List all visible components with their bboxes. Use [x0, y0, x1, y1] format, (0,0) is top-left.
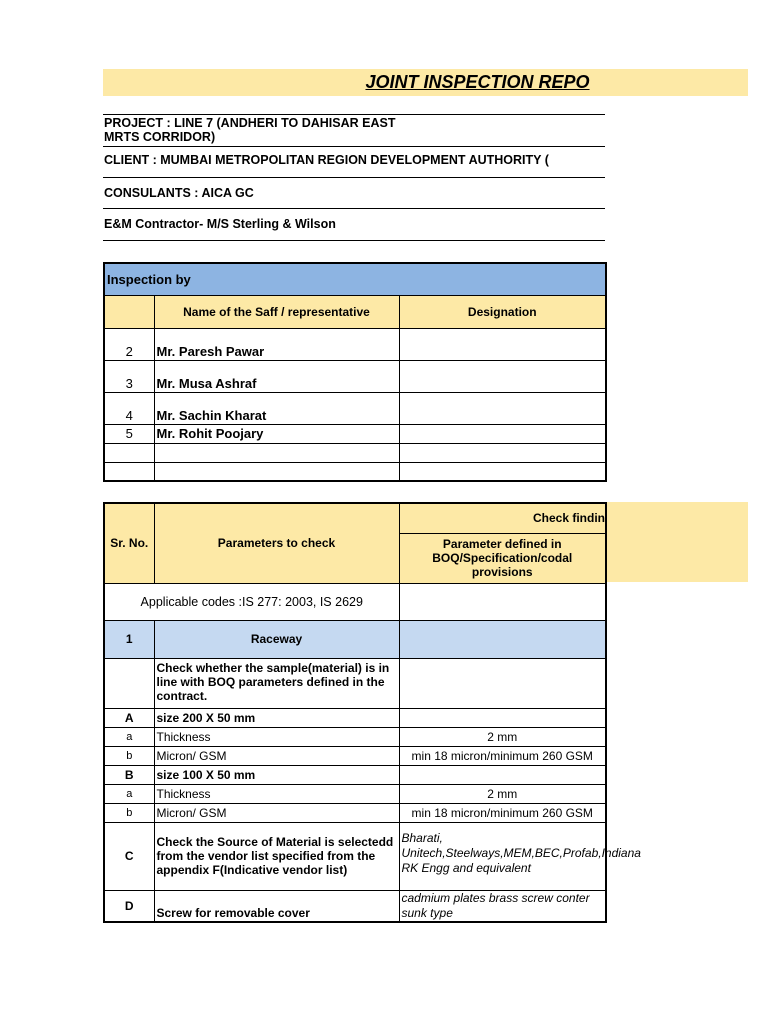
- boq-cell: min 18 micron/minimum 260 GSM: [399, 803, 606, 822]
- section-row: [104, 620, 606, 658]
- table-row: [104, 392, 606, 424]
- table-row: [104, 746, 606, 765]
- staff-name-header: Name of the Saff / representative: [154, 295, 399, 328]
- boq-cell: [399, 708, 606, 727]
- checks-table: [103, 502, 641, 923]
- staff-designation: [399, 424, 606, 443]
- empty-cell: [104, 443, 154, 462]
- row-number: 2: [104, 328, 154, 360]
- sr-cell: b: [104, 803, 154, 822]
- project-line-2: MRTS CORRIDOR): [104, 130, 216, 144]
- contractor-info: E&M Contractor- M/S Sterling & Wilson: [103, 209, 605, 241]
- param-cell: Screw for removable cover: [154, 890, 399, 922]
- client-info: CLIENT : MUMBAI METROPOLITAN REGION DEVELOPMENT AUTHORITY (: [103, 147, 605, 178]
- sr-cell: A: [104, 708, 154, 727]
- applicable-codes: Applicable codes :IS 277: 2003, IS 2629: [104, 583, 399, 620]
- boq-cell: Bharati, Unitech,Steelways,MEM,BEC,Profab,Indiana RK Engg and equivalent: [399, 822, 606, 890]
- section-name: Raceway: [154, 620, 399, 658]
- row-number: 4: [104, 392, 154, 424]
- boq-parameter-header: Parameter defined in BOQ/Specification/codal provisions: [399, 533, 606, 583]
- empty-cell: [399, 583, 606, 620]
- report-title: JOINT INSPECTION REPO: [365, 72, 590, 92]
- table-row: [104, 784, 606, 803]
- inspection-header: Inspection by: [104, 263, 606, 295]
- param-cell: Thickness: [154, 727, 399, 746]
- sr-cell: b: [104, 746, 154, 765]
- table-row: [104, 424, 606, 443]
- sr-cell: a: [104, 784, 154, 803]
- boq-cell: 2 mm: [399, 727, 606, 746]
- row-number: 3: [104, 360, 154, 392]
- param-cell: Check whether the sample(material) is in line with BOQ parameters defined in the contract.: [154, 658, 399, 708]
- boq-cell: [399, 765, 606, 784]
- empty-cell: [399, 443, 606, 462]
- empty-cell: [154, 462, 399, 481]
- consultants-info: CONSULANTS : AICA GC: [103, 178, 605, 209]
- table-row: [104, 708, 606, 727]
- table-row: [104, 328, 606, 360]
- sr-cell: [104, 658, 154, 708]
- boq-cell: [399, 658, 606, 708]
- table-row: [104, 727, 606, 746]
- inspection-table: [103, 262, 607, 482]
- section-number: 1: [104, 620, 154, 658]
- param-cell: Micron/ GSM: [154, 746, 399, 765]
- designation-header: Designation: [399, 295, 606, 328]
- param-cell: Check the Source of Material is selectedd from the vendor list specified from the appendix F(Indicative vendor list): [154, 822, 399, 890]
- sr-cell: C: [104, 822, 154, 890]
- table-row: [104, 765, 606, 784]
- empty-cell: [154, 443, 399, 462]
- sr-cell: D: [104, 890, 154, 922]
- empty-cell: [104, 462, 154, 481]
- sr-cell: B: [104, 765, 154, 784]
- table-row: [104, 443, 606, 462]
- staff-designation: [399, 360, 606, 392]
- staff-designation: [399, 392, 606, 424]
- table-row: [104, 822, 606, 890]
- table-row: [104, 803, 606, 822]
- param-cell: Thickness: [154, 784, 399, 803]
- inspection-num-header: [104, 295, 154, 328]
- boq-cell: 2 mm: [399, 784, 606, 803]
- param-cell: size 200 X 50 mm: [154, 708, 399, 727]
- parameters-header: Parameters to check: [154, 503, 399, 583]
- table-row: [104, 360, 606, 392]
- staff-name: Mr. Musa Ashraf: [154, 360, 399, 392]
- table-row: [104, 890, 606, 922]
- check-findings-header: Check findin: [399, 503, 606, 533]
- staff-name: Mr. Sachin Kharat: [154, 392, 399, 424]
- staff-name: Mr. Paresh Pawar: [154, 328, 399, 360]
- sr-no-header: Sr. No.: [104, 503, 154, 583]
- sr-cell: a: [104, 727, 154, 746]
- boq-cell: min 18 micron/minimum 260 GSM: [399, 746, 606, 765]
- table-row: [104, 462, 606, 481]
- param-cell: size 100 X 50 mm: [154, 765, 399, 784]
- staff-designation: [399, 328, 606, 360]
- row-number: 5: [104, 424, 154, 443]
- param-cell: Micron/ GSM: [154, 803, 399, 822]
- project-line-1: PROJECT : LINE 7 (ANDHERI TO DAHISAR EAST: [104, 116, 396, 130]
- staff-name: Mr. Rohit Poojary: [154, 424, 399, 443]
- boq-cell: cadmium plates brass screw conter sunk type: [399, 890, 606, 922]
- table-row: [104, 658, 606, 708]
- project-info: [103, 115, 605, 147]
- empty-cell: [399, 462, 606, 481]
- section-boq: [399, 620, 606, 658]
